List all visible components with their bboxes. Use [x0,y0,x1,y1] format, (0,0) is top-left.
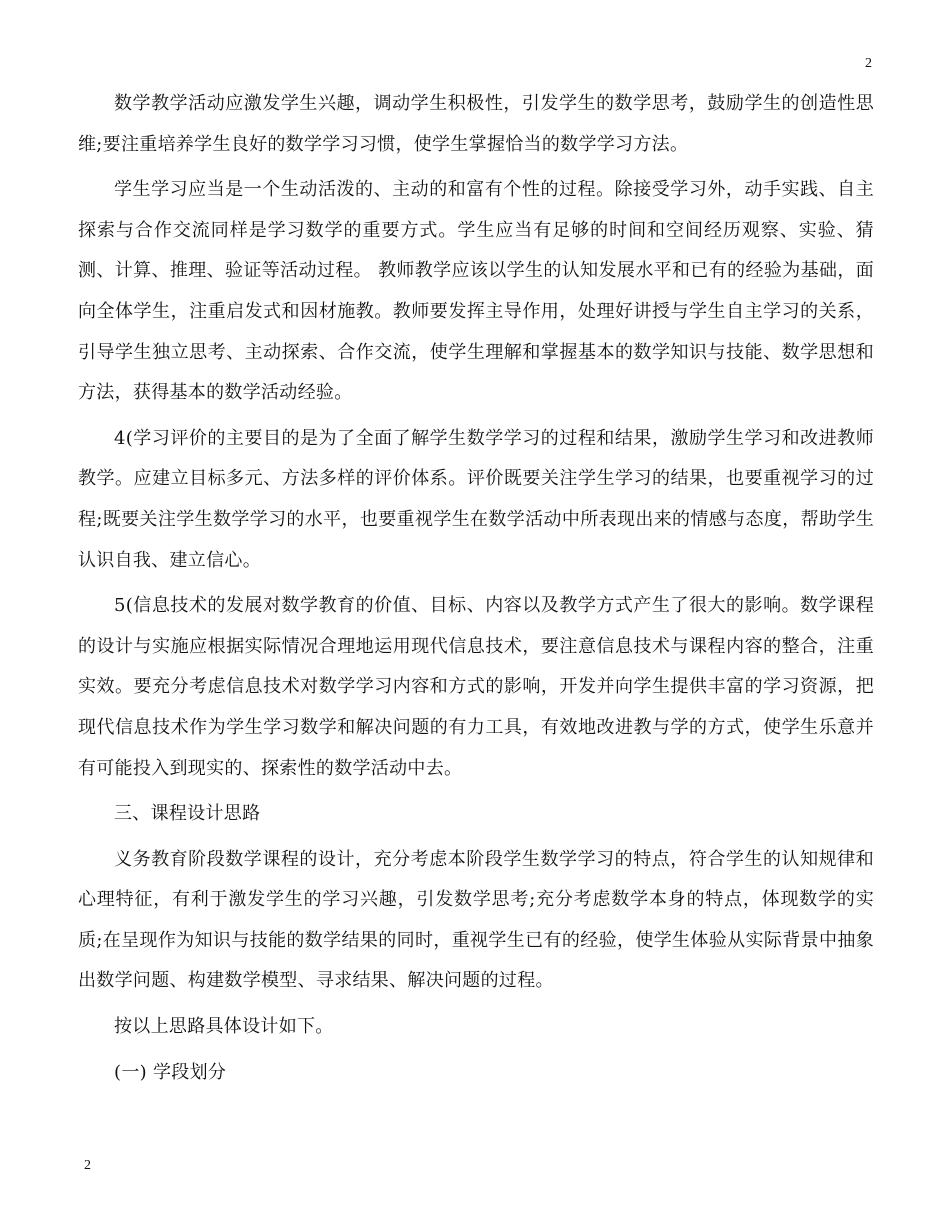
subheading-stage-division: (一) 学段划分 [114,1061,227,1083]
paragraph-learning-evaluation: 4(学习评价的主要目的是为了全面了解学生数学学习的过程和结果，激励学生学习和改进教师教学。应建立目标多元、方法多样的评价体系。评价既要关注学生学习的结果，也要重视学习的过程;既要关注学生数学学习的水平，也要重视学生在数学活动中所表现出来的情感与态度，帮助学生认识自我、建立信心。 [78,427,874,571]
paragraph-student-learning: 学生学习应当是一个生动活泼的、主动的和富有个性的过程。除接受学习外，动手实践、自主探索与合作交流同样是学习数学的重要方式。学生应当有足够的时间和空间经历观察、实验、猜测、计算、推理、验证等活动过程。 教师教学应该以学生的认知发展水平和已有的经验为基础，面向全体学生，注重启发式和因材施教。教师要发挥主导作用，处理好讲授与学生自主学习的关系，引导学生独立思考、主动探索、合作交流，使学生理解和掌握基本的数学知识与技能、数学思想和方法，获得基本的数学活动经验。 [78,179,874,404]
paragraph-design-intro: 按以上思路具体设计如下。 [114,1016,334,1038]
page-number-top: 2 [865,56,872,71]
paragraph-information-technology: 5(信息技术的发展对数学教育的价值、目标、内容以及教学方式产生了很大的影响。数学课程的设计与实施应根据实际情况合理地运用现代信息技术，要注意信息技术与课程内容的整合，注重实效。要充分考虑信息技术对数学学习内容和方式的影响，开发并向学生提供丰富的学习资源，把现代信息技术作为学生学习数学和解决问题的有力工具，有效地改进教与学的方式，使学生乐意并有可能投入到现实的、探索性的数学活动中去。 [78,595,874,779]
paragraph-teaching-activities: 数学教学活动应激发学生兴趣，调动学生积极性，引发学生的数学思考，鼓励学生的创造性思维;要注重培养学生良好的数学学习习惯，使学生掌握恰当的数学学习方法。 [78,93,874,155]
page-number-bottom: 2 [84,1158,91,1173]
section-heading: 三、课程设计思路 [114,803,261,825]
paragraph-curriculum-design: 义务教育阶段数学课程的设计，充分考虑本阶段学生数学学习的特点，符合学生的认知规律和心理特征，有利于激发学生的学习兴趣，引发数学思考;充分考虑数学本身的特点，体现数学的实质;在呈现作为知识与技能的数学结果的同时，重视学生已有的经验，使学生体验从实际背景中抽象出数学问题、构建数学模型、寻求结果、解决问题的过程。 [78,848,874,992]
document-body [78,84,874,1098]
